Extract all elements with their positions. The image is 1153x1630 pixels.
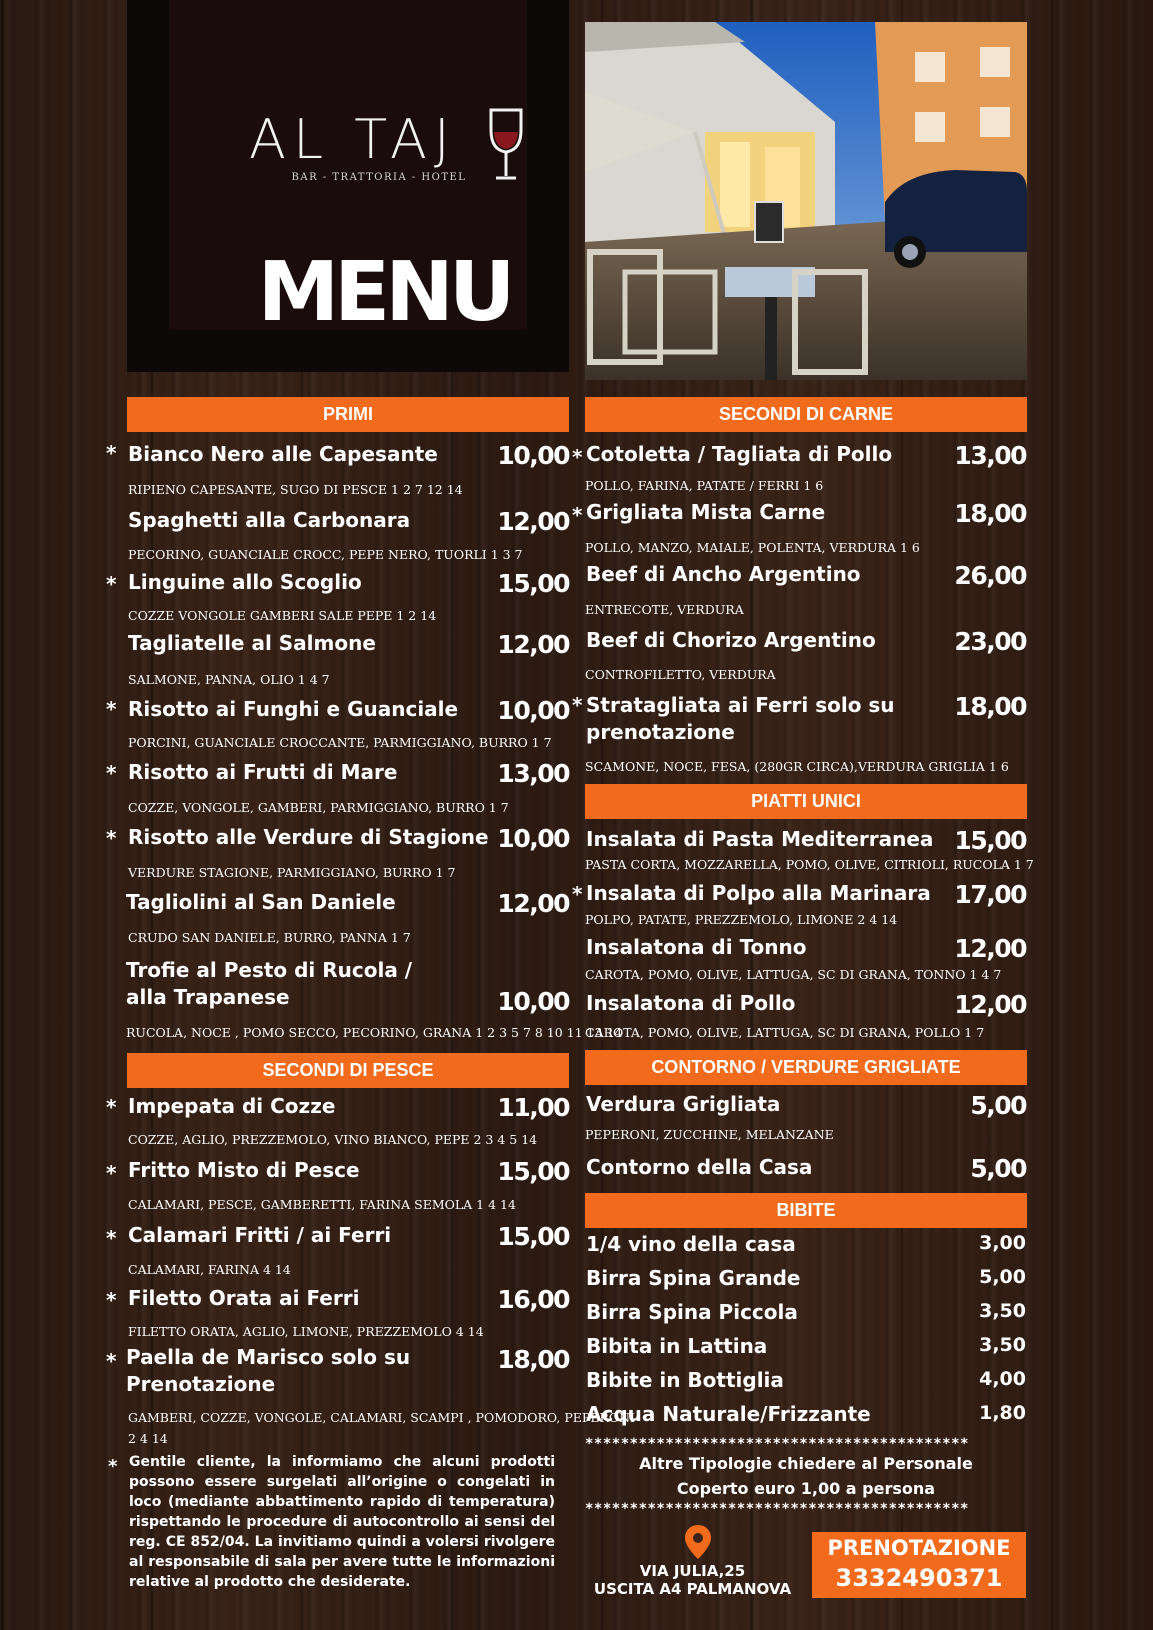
address-street: VIA JULIA,25 — [639, 1562, 746, 1580]
menu-item-price: 12,00 — [954, 934, 1026, 963]
menu-item-name: Grigliata Mista Carne — [586, 500, 826, 524]
section-primi: PRIMI — [127, 397, 569, 432]
menu-item-ingredients: SCAMONE, NOCE, FESA, (280GR CIRCA),VERDURA GRIGLIA 1 6 — [585, 759, 1009, 774]
menu-item-ingredients: SALMONE, PANNA, OLIO 1 4 7 — [128, 672, 330, 687]
menu-item-name: Insalatona di Pollo — [586, 991, 796, 1015]
booking-phone[interactable]: 3332490371 — [835, 1564, 1003, 1592]
menu-item-price: 5,00 — [970, 1091, 1026, 1120]
brand-subtitle: BAR - TRATTORIA - HOTEL — [291, 172, 467, 183]
menu-item-price: 10,00 — [497, 824, 569, 853]
frozen-star-icon: * — [106, 1288, 117, 1312]
menu-item-name: Insalata di Polpo alla Marinara — [586, 881, 931, 905]
menu-item-price: 15,00 — [497, 569, 569, 598]
frozen-star-icon: * — [106, 1095, 117, 1119]
menu-item-ingredients: CAROTA, POMO, OLIVE, LATTUGA, SC DI GRANA, TONNO 1 4 7 — [585, 967, 1002, 982]
menu-item-ingredients: COZZE, AGLIO, PREZZEMOLO, VINO BIANCO, PEPE 2 3 4 5 14 — [128, 1132, 538, 1147]
frozen-star-icon: * — [106, 572, 117, 596]
frozen-star-icon: * — [106, 697, 117, 721]
menu-item-ingredients: PECORINO, GUANCIALE CROCC, PEPE NERO, TUORLI 1 3 7 — [128, 547, 523, 562]
frozen-star-icon: * — [572, 882, 583, 906]
menu-item-name: Contorno della Casa — [586, 1155, 813, 1179]
frozen-star-icon: * — [108, 1456, 118, 1477]
menu-item-ingredients: POLPO, PATATE, PREZZEMOLO, LIMONE 2 4 14 — [585, 912, 898, 927]
frozen-star-icon: * — [106, 441, 117, 465]
menu-item-price: 18,00 — [954, 692, 1026, 721]
menu-item-price: 18,00 — [497, 1345, 569, 1374]
menu-item-name: Tagliolini al San Daniele — [126, 890, 396, 914]
menu-item-price: 16,00 — [497, 1285, 569, 1314]
drink-name: Birra Spina Piccola — [586, 1300, 798, 1324]
other-types-note: Altre Tipologie chiedere al Personale — [639, 1454, 973, 1473]
drink-price: 1,80 — [979, 1402, 1026, 1424]
menu-item-name: Linguine allo Scoglio — [128, 570, 362, 594]
location-pin-icon — [683, 1524, 713, 1560]
frozen-star-icon: * — [106, 1226, 117, 1250]
section-secondi-pesce: SECONDI DI PESCE — [127, 1053, 569, 1088]
menu-item-ingredients: FILETTO ORATA, AGLIO, LIMONE, PREZZEMOLO 4 14 — [128, 1324, 484, 1339]
menu-item-name: Risotto ai Frutti di Mare — [128, 760, 398, 784]
booking-label: PRENOTAZIONE — [827, 1536, 1011, 1560]
menu-item-name: Insalata di Pasta Mediterranea — [586, 827, 934, 851]
menu-item-name: Filetto Orata ai Ferri — [128, 1286, 360, 1310]
menu-item-name: Paella de Marisco solo su Prenotazione — [126, 1345, 411, 1396]
menu-item-price: 5,00 — [970, 1154, 1026, 1183]
menu-item-name: Risotto alle Verdure di Stagione — [128, 825, 489, 849]
cover-charge-note: Coperto euro 1,00 a persona — [676, 1479, 936, 1498]
menu-item-name: Cotoletta / Tagliata di Pollo — [586, 442, 893, 466]
frozen-products-notice: Gentile cliente, la informiamo che alcuni prodotti possono essere surgelati all’origine o congelati in loco (mediante abbattimento rapido di temperatura) rispettando le procedure di autocontrollo ai sensi del reg. CE 852/04. La invitiamo quindi a volersi rivolgere al responsabile di sala per avere tutte le informazioni relative al prodotto che desiderate. — [129, 1454, 555, 1590]
stars-divider: ******************************************* — [585, 1501, 969, 1517]
menu-item-price: 10,00 — [497, 696, 569, 725]
menu-item-ingredients: POLLO, FARINA, PATATE / FERRI 1 6 — [585, 478, 824, 493]
frozen-star-icon: * — [572, 445, 583, 469]
frozen-star-icon: * — [106, 1349, 117, 1373]
section-contorno: CONTORNO / VERDURE GRIGLIATE — [585, 1050, 1027, 1085]
menu-item-ingredients: CAROTA, POMO, OLIVE, LATTUGA, SC DI GRANA, POLLO 1 7 — [585, 1025, 985, 1040]
menu-item-ingredients: COZZE, VONGOLE, GAMBERI, PARMIGGIANO, BURRO 1 7 — [128, 800, 509, 815]
menu-item-name: Tagliatelle al Salmone — [128, 631, 376, 655]
menu-item-ingredients: ENTRECOTE, VERDURA — [585, 602, 744, 617]
menu-item-price: 10,00 — [497, 987, 569, 1016]
section-secondi-carne: SECONDI DI CARNE — [585, 397, 1027, 432]
menu-item-name: Bianco Nero alle Capesante — [128, 442, 438, 466]
menu-item-ingredients: PEPERONI, ZUCCHINE, MELANZANE — [585, 1127, 834, 1142]
menu-item-ingredients: RIPIENO CAPESANTE, SUGO DI PESCE 1 2 7 12 14 — [128, 482, 463, 497]
frozen-star-icon: * — [106, 826, 117, 850]
logo-background — [169, 0, 527, 340]
brand-logo: AL TAJ — [249, 108, 457, 171]
drink-price: 3,00 — [979, 1232, 1026, 1254]
drink-price: 3,50 — [979, 1334, 1026, 1356]
menu-item-price: 12,00 — [954, 990, 1026, 1019]
menu-item-price: 26,00 — [954, 561, 1026, 590]
logo-panel — [127, 0, 569, 372]
menu-item-price: 12,00 — [497, 507, 569, 536]
frozen-star-icon: * — [106, 761, 117, 785]
menu-item-price: 15,00 — [497, 1157, 569, 1186]
menu-item-price: 11,00 — [497, 1093, 569, 1122]
drink-name: Bibite in Bottiglia — [586, 1368, 784, 1392]
booking-box[interactable] — [812, 1532, 1026, 1598]
menu-item-name: Verdura Grigliata — [586, 1092, 781, 1116]
restaurant-photo — [585, 22, 1027, 380]
menu-item-name: Beef di Ancho Argentino — [586, 562, 861, 586]
menu-item-price: 15,00 — [954, 826, 1026, 855]
menu-item-price: 12,00 — [497, 889, 569, 918]
menu-item-ingredients: PORCINI, GUANCIALE CROCCANTE, PARMIGGIANO, BURRO 1 7 — [128, 735, 552, 750]
menu-title: MENU — [257, 245, 511, 340]
frozen-star-icon: * — [106, 1161, 117, 1185]
drink-name: Bibita in Lattina — [586, 1334, 768, 1358]
menu-item-name: Fritto Misto di Pesce — [128, 1158, 360, 1182]
menu-item-ingredients: CALAMARI, PESCE, GAMBERETTI, FARINA SEMOLA 1 4 14 — [128, 1197, 516, 1212]
menu-item-allergens: 2 4 14 — [128, 1431, 168, 1446]
menu-item-ingredients: COZZE VONGOLE GAMBERI SALE PEPE 1 2 14 — [128, 608, 437, 623]
menu-item-ingredients: CRUDO SAN DANIELE, BURRO, PANNA 1 7 — [128, 930, 411, 945]
frozen-star-icon: * — [572, 693, 583, 717]
menu-item-ingredients: GAMBERI, COZZE, VONGOLE, CALAMARI, SCAMPI , POMODORO, PEPERONI — [128, 1410, 635, 1425]
drink-name: 1/4 vino della casa — [586, 1232, 796, 1256]
stars-divider: ******************************************* — [585, 1436, 969, 1452]
menu-item-price: 17,00 — [954, 880, 1026, 909]
menu-item-ingredients: VERDURE STAGIONE, PARMIGGIANO, BURRO 1 7 — [128, 865, 456, 880]
section-bibite: BIBITE — [585, 1193, 1027, 1228]
frozen-star-icon: * — [572, 503, 583, 527]
menu-item-name: Beef di Chorizo Argentino — [586, 628, 876, 652]
menu-item-ingredients: RUCOLA, NOCE , POMO SECCO, PECORINO, GRANA 1 2 3 5 7 8 10 11 13 14 — [126, 1025, 623, 1040]
menu-item-price: 15,00 — [497, 1222, 569, 1251]
address — [585, 1562, 800, 1598]
menu-item-ingredients: PASTA CORTA, MOZZARELLA, POMO, OLIVE, CITRIOLI, RUCOLA 1 7 — [585, 857, 1034, 872]
menu-item-name: Stratagliata ai Ferri solo su prenotazione — [586, 693, 895, 744]
restaurant-photo-image — [585, 22, 1027, 380]
drink-price: 3,50 — [979, 1300, 1026, 1322]
menu-item-name: Impepata di Cozze — [128, 1094, 336, 1118]
menu-item-ingredients: POLLO, MANZO, MAIALE, POLENTA, VERDURA 1 6 — [585, 540, 920, 555]
menu-item-price: 12,00 — [497, 630, 569, 659]
section-piatti-unici: PIATTI UNICI — [585, 784, 1027, 819]
drink-price: 4,00 — [979, 1368, 1026, 1390]
menu-item-name: Spaghetti alla Carbonara — [128, 508, 411, 532]
menu-item-ingredients: CALAMARI, FARINA 4 14 — [128, 1262, 291, 1277]
menu-item-price: 23,00 — [954, 627, 1026, 656]
menu-item-name: Insalatona di Tonno — [586, 935, 807, 959]
address-exit: USCITA A4 PALMANOVA — [593, 1580, 792, 1598]
menu-item-name: Trofie al Pesto di Rucola / alla Trapanese — [126, 958, 413, 1009]
menu-item-ingredients: CONTROFILETTO, VERDURA — [585, 667, 776, 682]
drink-name: Birra Spina Grande — [586, 1266, 801, 1290]
menu-item-name: Risotto ai Funghi e Guanciale — [128, 697, 459, 721]
menu-item-price: 10,00 — [497, 441, 569, 470]
menu-item-price: 18,00 — [954, 499, 1026, 528]
menu-item-price: 13,00 — [954, 441, 1026, 470]
menu-item-name: Calamari Fritti / ai Ferri — [128, 1223, 392, 1247]
drink-price: 5,00 — [979, 1266, 1026, 1288]
drink-name: Acqua Naturale/Frizzante — [586, 1402, 871, 1426]
menu-item-price: 13,00 — [497, 759, 569, 788]
